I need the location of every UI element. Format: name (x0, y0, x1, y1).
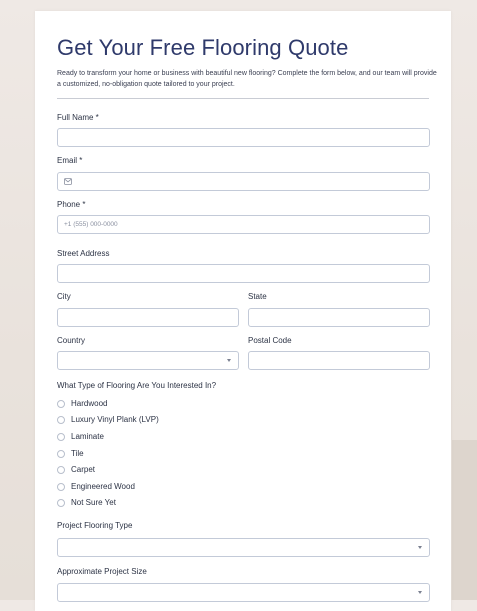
project-type-label: Project Flooring Type (57, 521, 133, 530)
project-type-select[interactable] (57, 538, 430, 557)
radio-label: Engineered Wood (71, 482, 135, 491)
radio-circle[interactable] (57, 433, 65, 441)
radio-label: Laminate (71, 432, 104, 441)
divider (57, 98, 429, 99)
street-address-label: Street Address (57, 249, 110, 258)
state-input[interactable] (248, 308, 430, 327)
radio-circle[interactable] (57, 450, 65, 458)
state-label: State (248, 292, 267, 301)
street-address-input[interactable] (57, 264, 430, 283)
form-description: Ready to transform your home or business with beautiful new flooring? Complete the form below, and our team will provide a customized, no-obligation quote tailored to your project. (57, 70, 437, 88)
city-label: City (57, 292, 71, 301)
radio-circle[interactable] (57, 400, 65, 408)
chevron-down-icon (418, 591, 422, 594)
radio-label: Not Sure Yet (71, 498, 116, 507)
email-label: Email * (57, 156, 83, 165)
radio-label: Hardwood (71, 399, 108, 408)
radio-circle[interactable] (57, 483, 65, 491)
mail-icon (64, 178, 72, 185)
flooring-question-label: What Type of Flooring Are You Interested In? (57, 381, 217, 390)
radio-circle[interactable] (57, 499, 65, 507)
background-shade (452, 440, 477, 600)
full-name-input[interactable] (57, 128, 430, 147)
email-input[interactable] (57, 172, 430, 191)
postal-code-label: Postal Code (248, 336, 292, 345)
postal-code-input[interactable] (248, 351, 430, 370)
radio-label: Luxury Vinyl Plank (LVP) (71, 415, 159, 424)
radio-circle[interactable] (57, 416, 65, 424)
chevron-down-icon (418, 546, 422, 549)
phone-label: Phone * (57, 200, 86, 209)
project-size-select[interactable] (57, 583, 430, 602)
city-input[interactable] (57, 308, 239, 327)
full-name-label: Full Name * (57, 113, 99, 122)
country-label: Country (57, 336, 86, 345)
quote-form-card (35, 11, 451, 611)
radio-label: Carpet (71, 465, 96, 474)
country-select[interactable] (57, 351, 239, 370)
phone-input[interactable] (57, 215, 430, 234)
phone-placeholder: +1 (555) 000-0000 (64, 221, 118, 228)
page-title: Get Your Free Flooring Quote (57, 35, 349, 60)
project-size-label: Approximate Project Size (57, 567, 147, 576)
radio-label: Tile (71, 449, 84, 458)
chevron-down-icon (227, 359, 231, 362)
radio-circle[interactable] (57, 466, 65, 474)
